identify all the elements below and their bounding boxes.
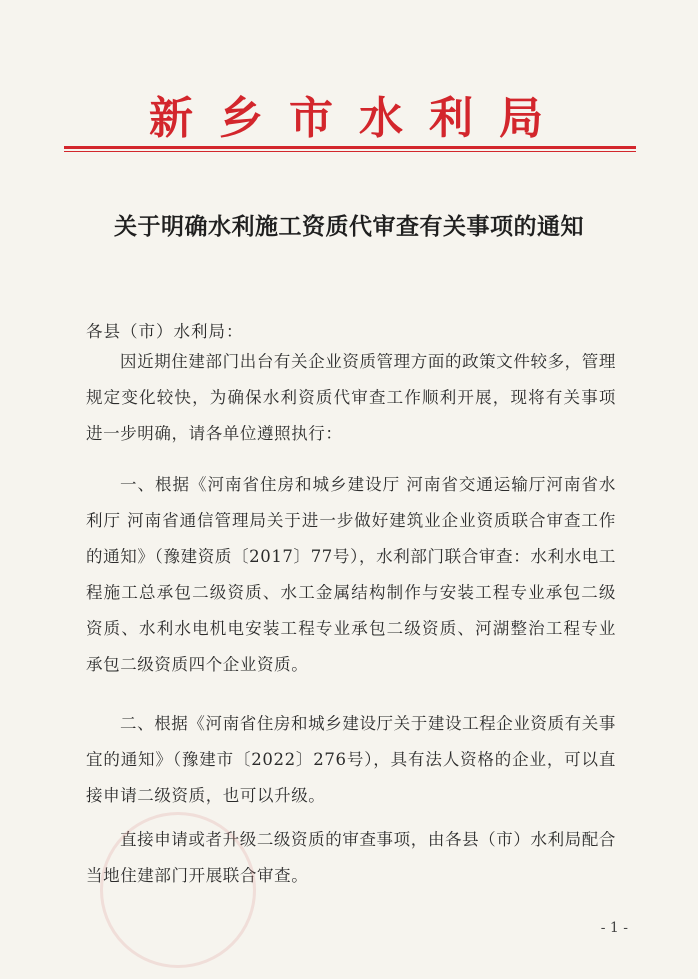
page-number: - 1 -: [600, 920, 628, 936]
body-paragraph-3: 二、根据《河南省住房和城乡建设厅关于建设工程企业资质有关事宜的通知》（豫建市〔2022〕276号），具有法人资格的企业，可以直接申请二级资质，也可以升级。: [86, 714, 616, 805]
issuing-authority-header: 新乡市水利局: [149, 93, 569, 144]
document-title: 关于明确水利施工资质代审查有关事项的通知: [114, 213, 584, 240]
body-paragraph-1: 因近期住建部门出台有关企业资质管理方面的政策文件较多，管理规定变化较快，为确保水利资质代审查工作顺利开展，现将有关事项进一步明确，请各单位遵照执行：: [86, 352, 616, 443]
body-paragraph-2: 一、根据《河南省住房和城乡建设厅 河南省交通运输厅河南省水利厅 河南省通信管理局关于进一步做好建筑业企业资质联合审查工作的通知》（豫建资质〔2017〕77号），水利部门联合审查：水利水电工程施工总承包二级资质、水工金属结构制作与安装工程专业承包二级资质、水利水电机电安装工程专业承包二级资质、河湖整治工程专业承包二级资质四个企业资质。: [86, 475, 616, 674]
header-red-rule: [64, 146, 636, 149]
salutation: 各县（市）水利局：: [86, 322, 244, 341]
body-paragraph-4: 直接申请或者升级二级资质的审查事项，由各县（市）水利局配合当地住建部门开展联合审查。: [86, 830, 616, 885]
faint-seal-impression: [100, 812, 256, 968]
header-red-rule-thin: [64, 151, 636, 152]
